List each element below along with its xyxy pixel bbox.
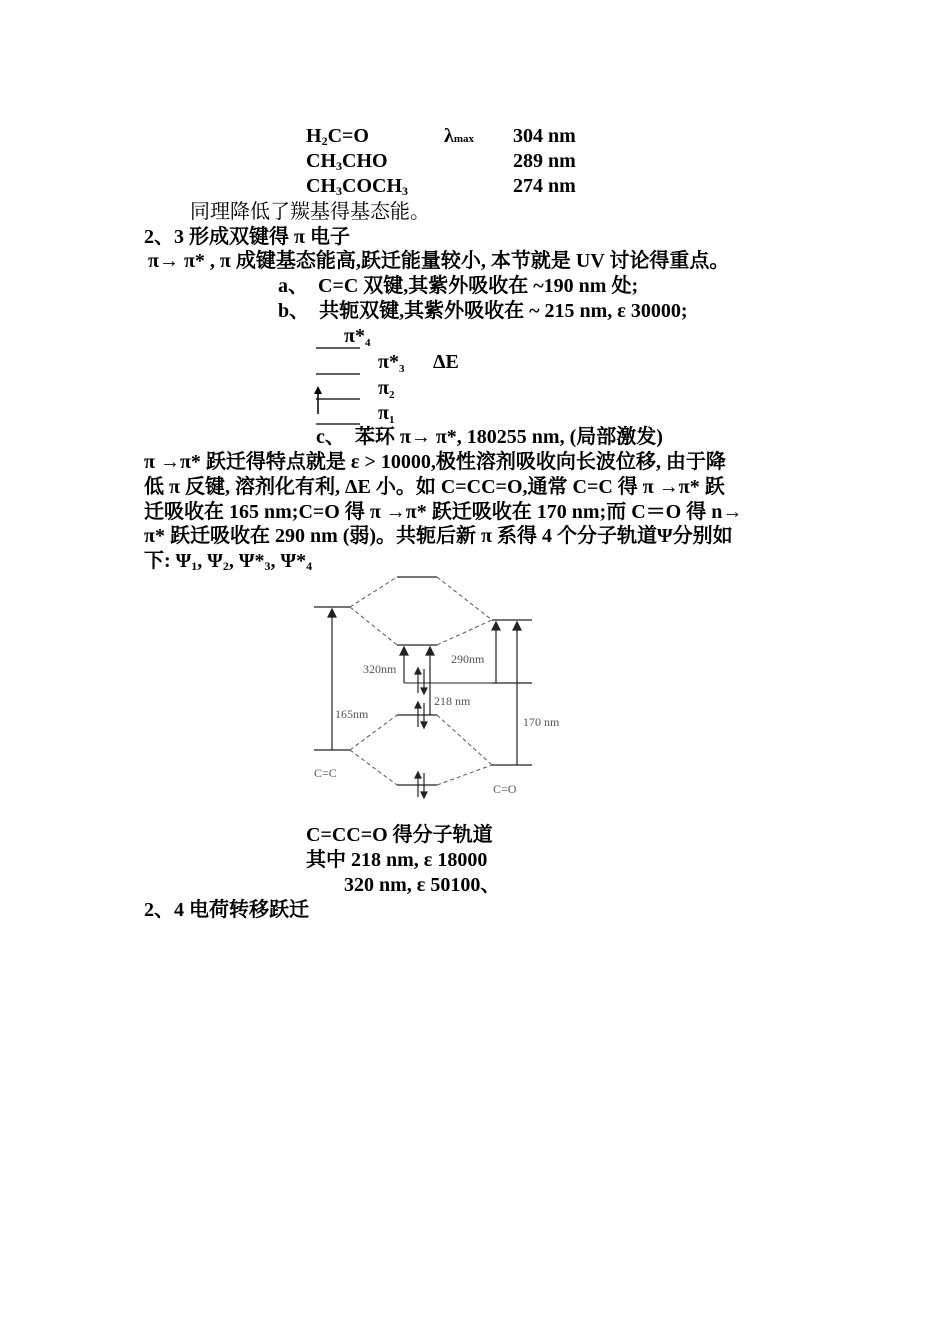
paragraph-line-5: 下: $\Psi_1$, $\Psi_2$, $\Psi*_3$, $\Psi*_4$ xyxy=(144,550,313,573)
paragraph-line-1: π →π* 跃迁得特点就是 ε > 10000,极性溶剂吸收向长波位移, 由于降 xyxy=(144,451,726,473)
label-cc: C=C xyxy=(314,766,337,780)
section-heading-2-4: 2、4 电荷转移跃迁 xyxy=(144,899,309,921)
item-c xyxy=(316,425,663,449)
caption-line-320: 320 nm, ε 50100、 xyxy=(344,874,501,896)
item-a xyxy=(278,274,638,298)
molecular-orbital-diagram xyxy=(300,565,560,810)
formula-name: $CH_3CHO$ xyxy=(306,150,388,173)
formula-name: $CH_3COCH_3$ xyxy=(306,175,408,198)
paragraph-line-2: 低 π 反键, 溶剂化有利, ΔE 小。如 C=CC=O,通常 C=C 得 π →π* 跃 xyxy=(144,476,725,498)
label-218nm: 218 nm xyxy=(434,694,471,708)
formula-row-acetone xyxy=(306,175,576,199)
item-a-label: a、 xyxy=(278,275,308,297)
section-heading-2-3: 2、3 形成双键得 π 电子 xyxy=(144,226,350,248)
item-b xyxy=(278,299,688,323)
lambda-max-label: λmax xyxy=(444,125,474,147)
item-c-text: 苯环 π→ π*, 180255 nm, (局部激发) xyxy=(354,426,663,448)
formula-value: 304 nm xyxy=(513,125,576,147)
diagram-caption: C=CC=O 得分子轨道 xyxy=(306,824,493,846)
formula-name: $H_2C=O$ xyxy=(306,125,369,148)
formula-value: 289 nm xyxy=(513,150,576,172)
label-320nm: 320nm xyxy=(363,662,397,676)
formula-row-acetaldehyde xyxy=(306,150,576,174)
pi-1-label: $\pi_1$ xyxy=(378,402,395,426)
paragraph-line-3: 迁吸收在 165 nm;C=O 得 π →π* 跃迁吸收在 170 nm;而 C＝O 得 n→ xyxy=(144,501,743,523)
pi-star-3-label: $\pi*_3$ xyxy=(378,351,405,375)
pi-star-4-label: $\pi*_4$ xyxy=(344,325,371,349)
item-a-text: C=C 双键,其紫外吸收在 ~190 nm 处; xyxy=(318,275,639,297)
label-165nm: 165nm xyxy=(335,707,369,721)
item-b-label: b、 xyxy=(278,300,310,322)
delta-e-label: ΔE xyxy=(433,351,459,373)
formula-row-formaldehyde xyxy=(306,125,576,149)
pi-2-label: $\pi_2$ xyxy=(378,377,395,401)
label-290nm: 290nm xyxy=(451,652,485,666)
caption-line-218: 其中 218 nm, ε 18000 xyxy=(306,849,488,871)
text-line-1: 同理降低了羰基得基态能。 xyxy=(190,201,430,223)
text-line-3: π→ π* , π 成键基态能高,跃迁能量较小, 本节就是 UV 讨论得重点。 xyxy=(148,250,730,272)
item-c-label: c、 xyxy=(316,426,345,448)
label-co: C=O xyxy=(493,782,517,796)
item-b-text: 共轭双键,其紫外吸收在 ~ 215 nm, ε 30000; xyxy=(319,300,688,322)
label-170nm: 170 nm xyxy=(523,715,560,729)
paragraph-line-4: π* 跃迁吸收在 290 nm (弱)。共轭后新 π 系得 4 个分子轨道Ψ分别如 xyxy=(144,525,733,547)
formula-value: 274 nm xyxy=(513,175,576,197)
